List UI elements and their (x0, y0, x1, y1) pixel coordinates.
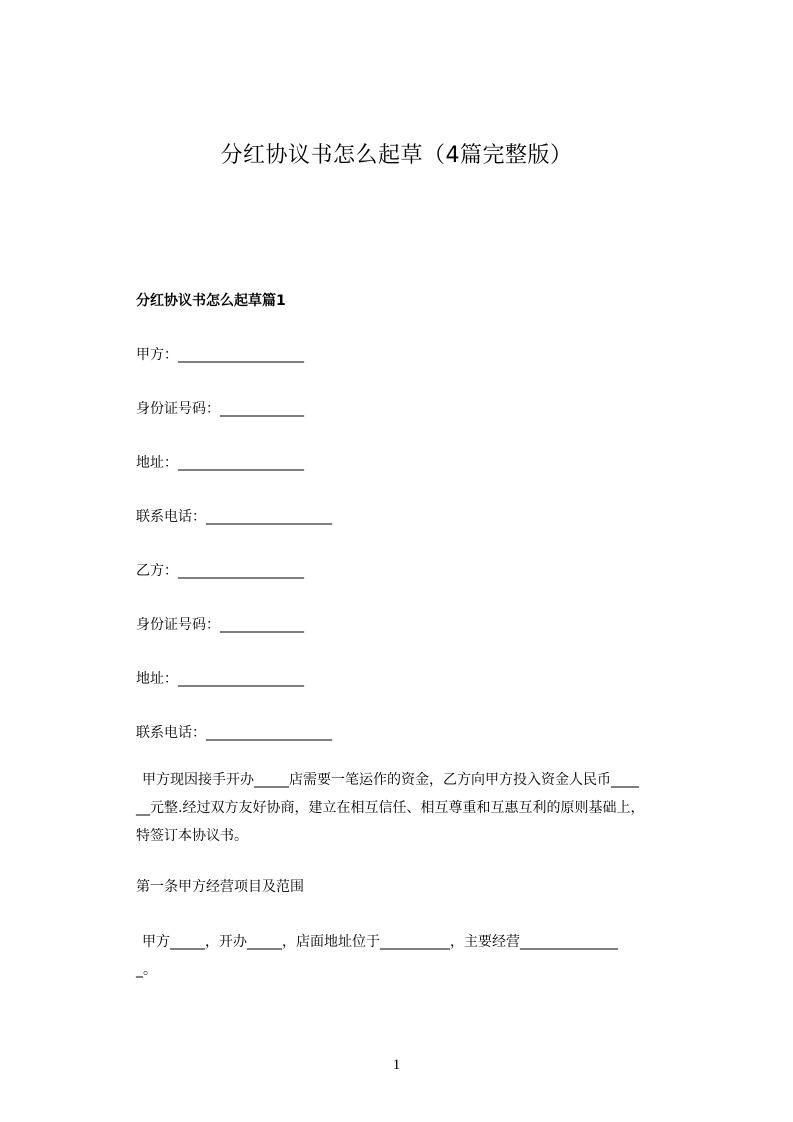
party-b-phone-field: 联系电话：__________________ (136, 725, 332, 741)
party-b-id-field: 身份证号码：____________ (136, 617, 304, 633)
party-a-address-field: 地址：__________________ (136, 455, 304, 471)
section-title: 分红协议书怎么起草篇1 (136, 293, 286, 309)
intro-line-1: 甲方现因接手开办_____店需要一笔运作的资金，乙方向甲方投入资金人民币____ (142, 772, 639, 788)
intro-line-2: __元整.经过双方友好协商，建立在相互信任、相互尊重和互惠互利的原则基础上， (136, 800, 645, 816)
party-b-field: 乙方：__________________ (136, 563, 304, 579)
article-1-paragraph (136, 928, 706, 984)
intro-line-3: 特签订本协议书。 (136, 828, 248, 844)
party-b-address-field: 地址：__________________ (136, 671, 304, 687)
intro-paragraph (136, 766, 706, 850)
article-1-line-2: _。 (136, 962, 157, 978)
party-a-phone-field: 联系电话：__________________ (136, 509, 332, 525)
party-a-field: 甲方：__________________ (136, 347, 304, 363)
document-title: 分红协议书怎么起草（4篇完整版） (220, 143, 573, 168)
page-number: 1 (392, 1057, 401, 1073)
article-1-heading: 第一条甲方经营项目及范围 (136, 879, 304, 895)
party-a-id-field: 身份证号码：____________ (136, 401, 304, 417)
article-1-line-1: 甲方_____，开办_____，店面地址位于__________，主要经营______________ (142, 934, 618, 950)
